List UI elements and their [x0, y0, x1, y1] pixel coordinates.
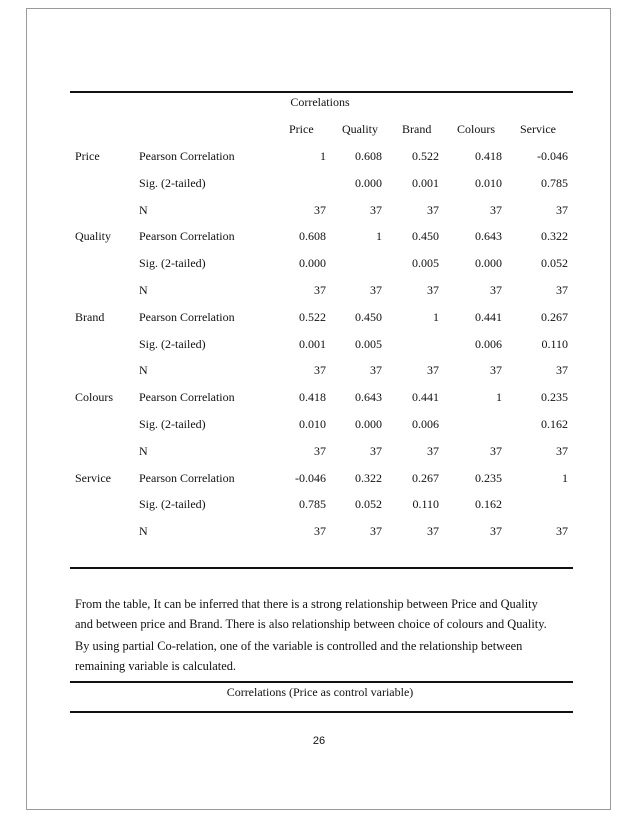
column-header-price: Price: [289, 122, 314, 136]
table-cell: 37: [490, 363, 502, 378]
paragraph-2: [75, 636, 570, 676]
table-cell: 0.643: [475, 229, 502, 244]
table-cell: 37: [370, 202, 382, 217]
row-statistic: Sig. (2-tailed): [139, 175, 206, 190]
table-cell: 0.110: [541, 336, 568, 351]
table-cell: 0.162: [541, 417, 568, 431]
table-cell: 1: [320, 149, 326, 163]
table-cell: 37: [314, 202, 326, 217]
table-cell: 0.450: [355, 309, 382, 324]
table-cell: 37: [490, 283, 502, 297]
table-cell: 0.522: [299, 309, 326, 324]
row-statistic: Pearson Correlation: [139, 309, 235, 324]
table-cell: 0.052: [355, 497, 382, 512]
table-cell: 37: [556, 524, 568, 539]
table-cell: 0.608: [299, 229, 326, 244]
row-statistic: N: [139, 283, 148, 297]
table-cell: 0.643: [355, 390, 382, 405]
table-cell: 0.450: [412, 229, 439, 244]
row-statistic: N: [139, 524, 148, 539]
row-statistic: Pearson Correlation: [139, 229, 235, 244]
column-header-brand: Brand: [402, 122, 432, 136]
row-statistic: Pearson Correlation: [139, 149, 235, 163]
table-cell: 0.785: [299, 497, 326, 512]
row-statistic: Sig. (2-tailed): [139, 417, 206, 431]
table-cell: 37: [314, 524, 326, 539]
row-statistic: Sig. (2-tailed): [139, 336, 206, 351]
table-cell: 0.608: [355, 149, 382, 163]
table-cell: -0.046: [295, 470, 326, 485]
paragraph-1-line-1: From the table, It can be inferred that there is a strong relationship between Price and Quality: [75, 597, 538, 611]
table-cell: 37: [427, 443, 439, 458]
table-cell: 37: [314, 283, 326, 297]
table-bottom-rule: [70, 567, 573, 569]
table-cell: 0.005: [355, 336, 382, 351]
row-statistic: Pearson Correlation: [139, 470, 235, 485]
paragraph-1-line-2: and between price and Brand. There is also relationship between choice of colours and Quality.: [75, 617, 547, 631]
table-cell: 0.235: [475, 470, 502, 485]
table-cell: 0.441: [412, 390, 439, 405]
paragraph-2-line-2: remaining variable is calculated.: [75, 659, 237, 673]
table-cell: 37: [490, 443, 502, 458]
table-cell: 37: [490, 202, 502, 217]
table-cell: 1: [376, 229, 382, 244]
table-cell: 0.418: [299, 390, 326, 405]
table-cell: 0.522: [412, 149, 439, 163]
table-cell: 0.010: [475, 175, 502, 190]
table-cell: 37: [490, 524, 502, 539]
column-header-quality: Quality: [342, 122, 378, 136]
table-cell: -0.046: [537, 149, 568, 163]
table2-header-rule: [70, 711, 573, 713]
table2-title: Correlations (Price as control variable): [226, 685, 414, 699]
row-statistic: Sig. (2-tailed): [139, 256, 206, 271]
table-cell: 1: [562, 470, 568, 485]
row-statistic: Pearson Correlation: [139, 390, 235, 405]
table-cell: 37: [427, 363, 439, 378]
paragraph-2-line-1: By using partial Co-relation, one of the variable is controlled and the relationship between: [75, 639, 523, 653]
paragraph-1: [75, 594, 570, 634]
table-cell: 37: [370, 524, 382, 539]
table-cell: 37: [556, 283, 568, 297]
table-cell: 0.000: [355, 417, 382, 431]
row-variable-price: Price: [75, 149, 100, 163]
table-cell: 0.785: [541, 175, 568, 190]
column-header-service: Service: [520, 122, 556, 136]
table-cell: 0.441: [475, 309, 502, 324]
table-cell: 0.267: [541, 309, 568, 324]
table-cell: 0.162: [475, 497, 502, 512]
table-cell: 0.006: [412, 417, 439, 431]
table-cell: 37: [314, 363, 326, 378]
table-cell: 0.000: [475, 256, 502, 271]
page-number: 26: [312, 735, 326, 747]
table-cell: 0.000: [299, 256, 326, 271]
table-cell: 1: [496, 390, 502, 405]
row-variable-colours: Colours: [75, 390, 114, 405]
table-cell: 0.000: [355, 175, 382, 190]
table-cell: 0.005: [412, 256, 439, 271]
table-cell: 0.001: [299, 336, 326, 351]
table-cell: 37: [427, 283, 439, 297]
row-variable-quality: Quality: [75, 229, 111, 244]
table-cell: 37: [556, 363, 568, 378]
table-cell: 37: [556, 202, 568, 217]
table-cell: 37: [427, 524, 439, 539]
table-cell: 0.001: [412, 175, 439, 190]
table-cell: 0.322: [541, 229, 568, 244]
table-cell: 37: [314, 443, 326, 458]
table-cell: 1: [433, 309, 439, 324]
table-cell: 37: [556, 443, 568, 458]
table-cell: 0.006: [475, 336, 502, 351]
table-cell: 0.010: [299, 417, 326, 431]
table-cell: 0.267: [412, 470, 439, 485]
table-cell: 37: [370, 443, 382, 458]
table-cell: 0.418: [475, 149, 502, 163]
table-cell: 37: [370, 363, 382, 378]
row-variable-brand: Brand: [75, 309, 105, 324]
table-cell: 37: [427, 202, 439, 217]
table-cell: 37: [370, 283, 382, 297]
row-variable-service: Service: [75, 470, 111, 485]
table-cell: 0.322: [355, 470, 382, 485]
table-cell: 0.235: [541, 390, 568, 405]
table-cell: 0.052: [541, 256, 568, 271]
column-header-colours: Colours: [457, 122, 496, 136]
row-statistic: N: [139, 202, 148, 217]
row-statistic: N: [139, 443, 148, 458]
table-cell: 0.110: [412, 497, 439, 512]
table-top-rule: [70, 91, 573, 93]
row-statistic: Sig. (2-tailed): [139, 497, 206, 512]
table2-top-rule: [70, 681, 573, 683]
row-statistic: N: [139, 363, 148, 378]
table-title: Correlations: [290, 95, 350, 109]
